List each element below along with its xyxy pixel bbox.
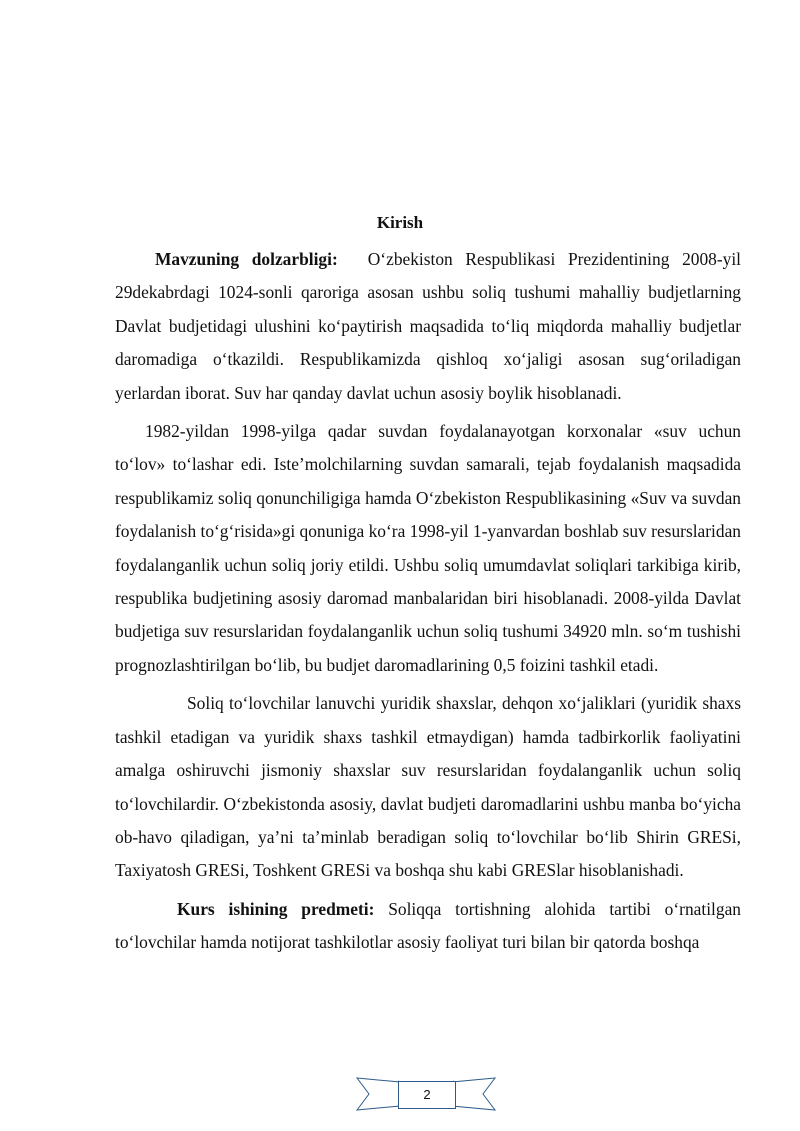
paragraph-history: 1982-yildan 1998-yilga qadar suvdan foydalanayotgan korxonalar «suv uchun to‘lov» to‘lashar edi. Iste’molchilarning suvdan samarali, tejab foydalanish maqsadida respublikamiz soliq qonunchiligiga hamda O‘zbekiston Respublikasining «Suv va suvdan foydalanish to‘g‘risida»gi qonuniga ko‘ra 1998-yil 1-yanvardan boshlab suv resurslaridan foydalanganlik uchun soliq joriy etildi. Ushbu soliq umumdavlat soliqlari tarkibiga kirib, respublika budjetining asosiy daromad manbalaridan biri hisoblanadi. 2008-yilda Davlat budjetiga suv resurslaridan foydalanganlik uchun soliq tushumi 34920 mln. so‘m tushishi prognozlashtirilgan bo‘lib, bu budjet daromadlarining 0,5 foizini tashkil etadi. (115, 421, 741, 675)
subject-label: Kurs ishining predmeti: (177, 898, 375, 919)
page-number: 2 (398, 1081, 456, 1109)
page-number-footer (355, 1072, 497, 1116)
paragraph-subject (115, 893, 741, 960)
page-title: Kirish (376, 213, 424, 232)
paragraph-taxpayers: Soliq to‘lovchilar lanuvchi yuridik shaxslar, dehqon xo‘jaliklari (yuridik shaxs tashkil etadigan va yuridik shaxs tashkil etmaydigan) hamda tadbirkorlik faoliyatini amalga oshiruvchi jismoniy shaxslar suv resurslaridan foydalanganlik uchun soliq to‘lovchilardir. O‘zbekistonda asosiy, davlat budjeti daromadlarini ushbu manba bo‘yicha ob-havo qiladigan, ya’ni ta’minlab beradigan soliq to‘lovchilar bo‘lib Shirin GRESi, Taxiyatosh GRESi, Toshkent GRESi va boshqa shu kabi GRESlar hisoblanishadi. (115, 693, 741, 881)
relevance-label: Mavzuning dolzarbligi: (155, 249, 338, 269)
document-body (115, 243, 741, 960)
relevance-text: O‘zbekiston Respublikasi Prezidentining 2008-yil 29dekabrdagi 1024-sonli qaroriga asosan ushbu soliq tushumi mahalliy budjetlarning Davlat budjetidagi ulushini ko‘paytirish maqsadida to‘liq miqdorda mahalliy budjetlar daromadiga o‘tkazildi. Respublikamizda qishloq xo‘jaligi asosan sug‘oriladigan yerlardan iborat. Suv har qanday davlat uchun asosiy boylik hisoblanadi. (115, 249, 742, 403)
subject-text: Soliqqa tortishning alohida tartibi o‘rnatilgan to‘lovchilar hamda notijorat tashkilotlar asosiy faoliyat turi bilan bir qatorda boshqa (115, 898, 741, 953)
paragraph-relevance (115, 243, 741, 410)
